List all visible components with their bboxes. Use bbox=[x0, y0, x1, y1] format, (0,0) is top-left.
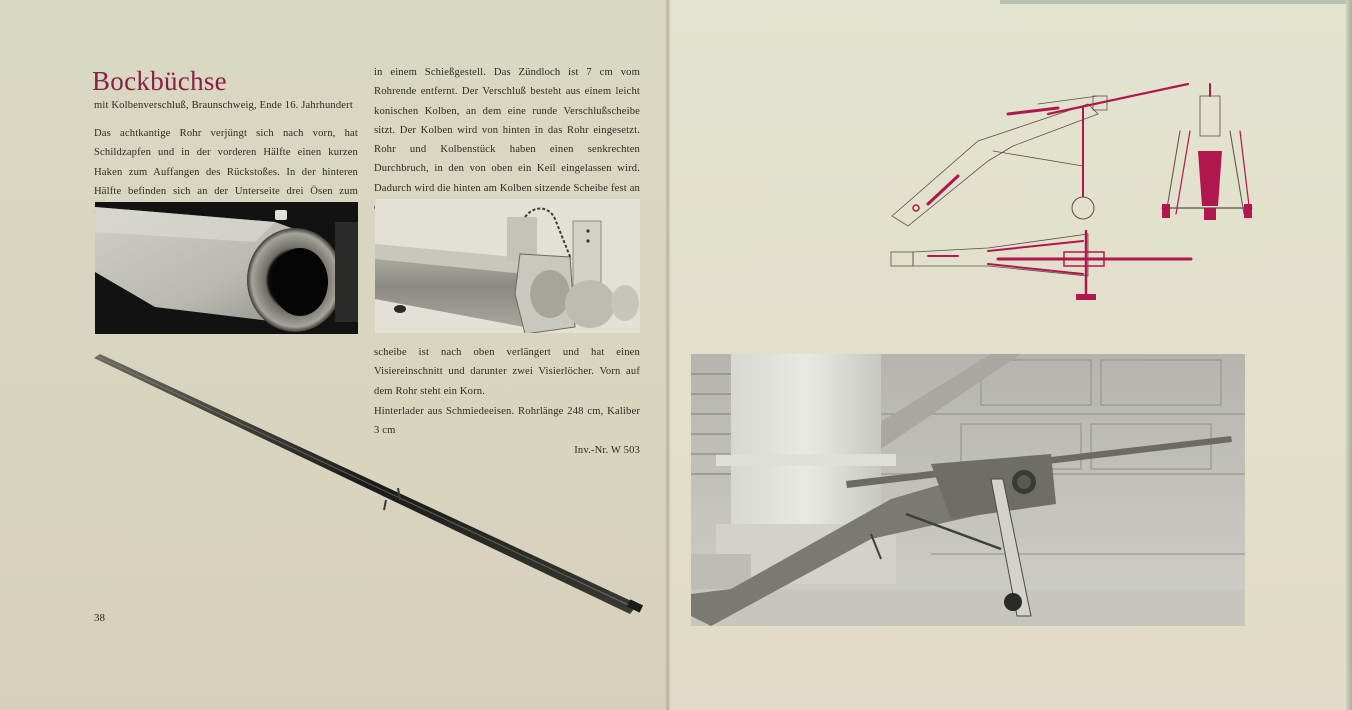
drawing-side-view bbox=[892, 84, 1188, 226]
column2-top bbox=[374, 63, 640, 217]
photo-muzzle-closeup bbox=[95, 202, 358, 334]
article-subtitle bbox=[94, 96, 358, 115]
inventory-number: Inv.-Nr. W 503 bbox=[574, 444, 640, 456]
column2-bottom-paragraph: scheibe ist nach oben verlängert und hat einen Visiereinschnitt und darunter zwei Visierlöcher. Vorn auf dem Rohr steht ein Korn. bbox=[374, 347, 640, 397]
photo-breech-closeup bbox=[375, 199, 640, 333]
subtitle-text: mit Kolbenverschluß, Braunschweig, Ende 16. Jahrhundert bbox=[94, 100, 353, 111]
specification-text: Hinterlader aus Schmiedeeisen. Rohrlänge 248 cm, Kaliber 3 cm bbox=[374, 406, 640, 437]
column2-top-paragraph: in einem Schießgestell. Das Zündloch ist 7 cm vom Rohrende entfernt. Der Verschluß besteht aus einem leicht konischen Kolben, an dem eine runde Verschlußscheibe sitzt. Der Kolben wird von hinten in das Rohr eingesetzt. Rohr und Kolbenstück haben einen senkrechten Durchbruch, in den von oben ein Keil eingelassen wird. Dadurch wird die hinten am Kolben sitzende Scheibe fest an bbox=[374, 67, 640, 194]
page-right-edge bbox=[1346, 0, 1352, 710]
photo-gun-on-stand bbox=[691, 354, 1245, 626]
technical-drawing bbox=[888, 76, 1258, 310]
photo-full-barrel bbox=[90, 352, 650, 624]
book-gutter bbox=[665, 0, 671, 710]
page-top-edge bbox=[1000, 0, 1352, 4]
article-title: Bockbüchse bbox=[92, 66, 227, 96]
column1-paragraph: Das achtkantige Rohr verjüngt sich nach vorn, hat Schildzapfen und in der vorderen Hälfte einen kurzen Haken zum Auffangen des Rückstoßes. In der hinteren Hälfte befinden sich an der Unterseite drei Ösen zum bbox=[94, 128, 358, 197]
drawing-top-view bbox=[891, 231, 1191, 300]
page-number: 38 bbox=[94, 612, 105, 624]
drawing-front-view bbox=[1162, 84, 1252, 220]
